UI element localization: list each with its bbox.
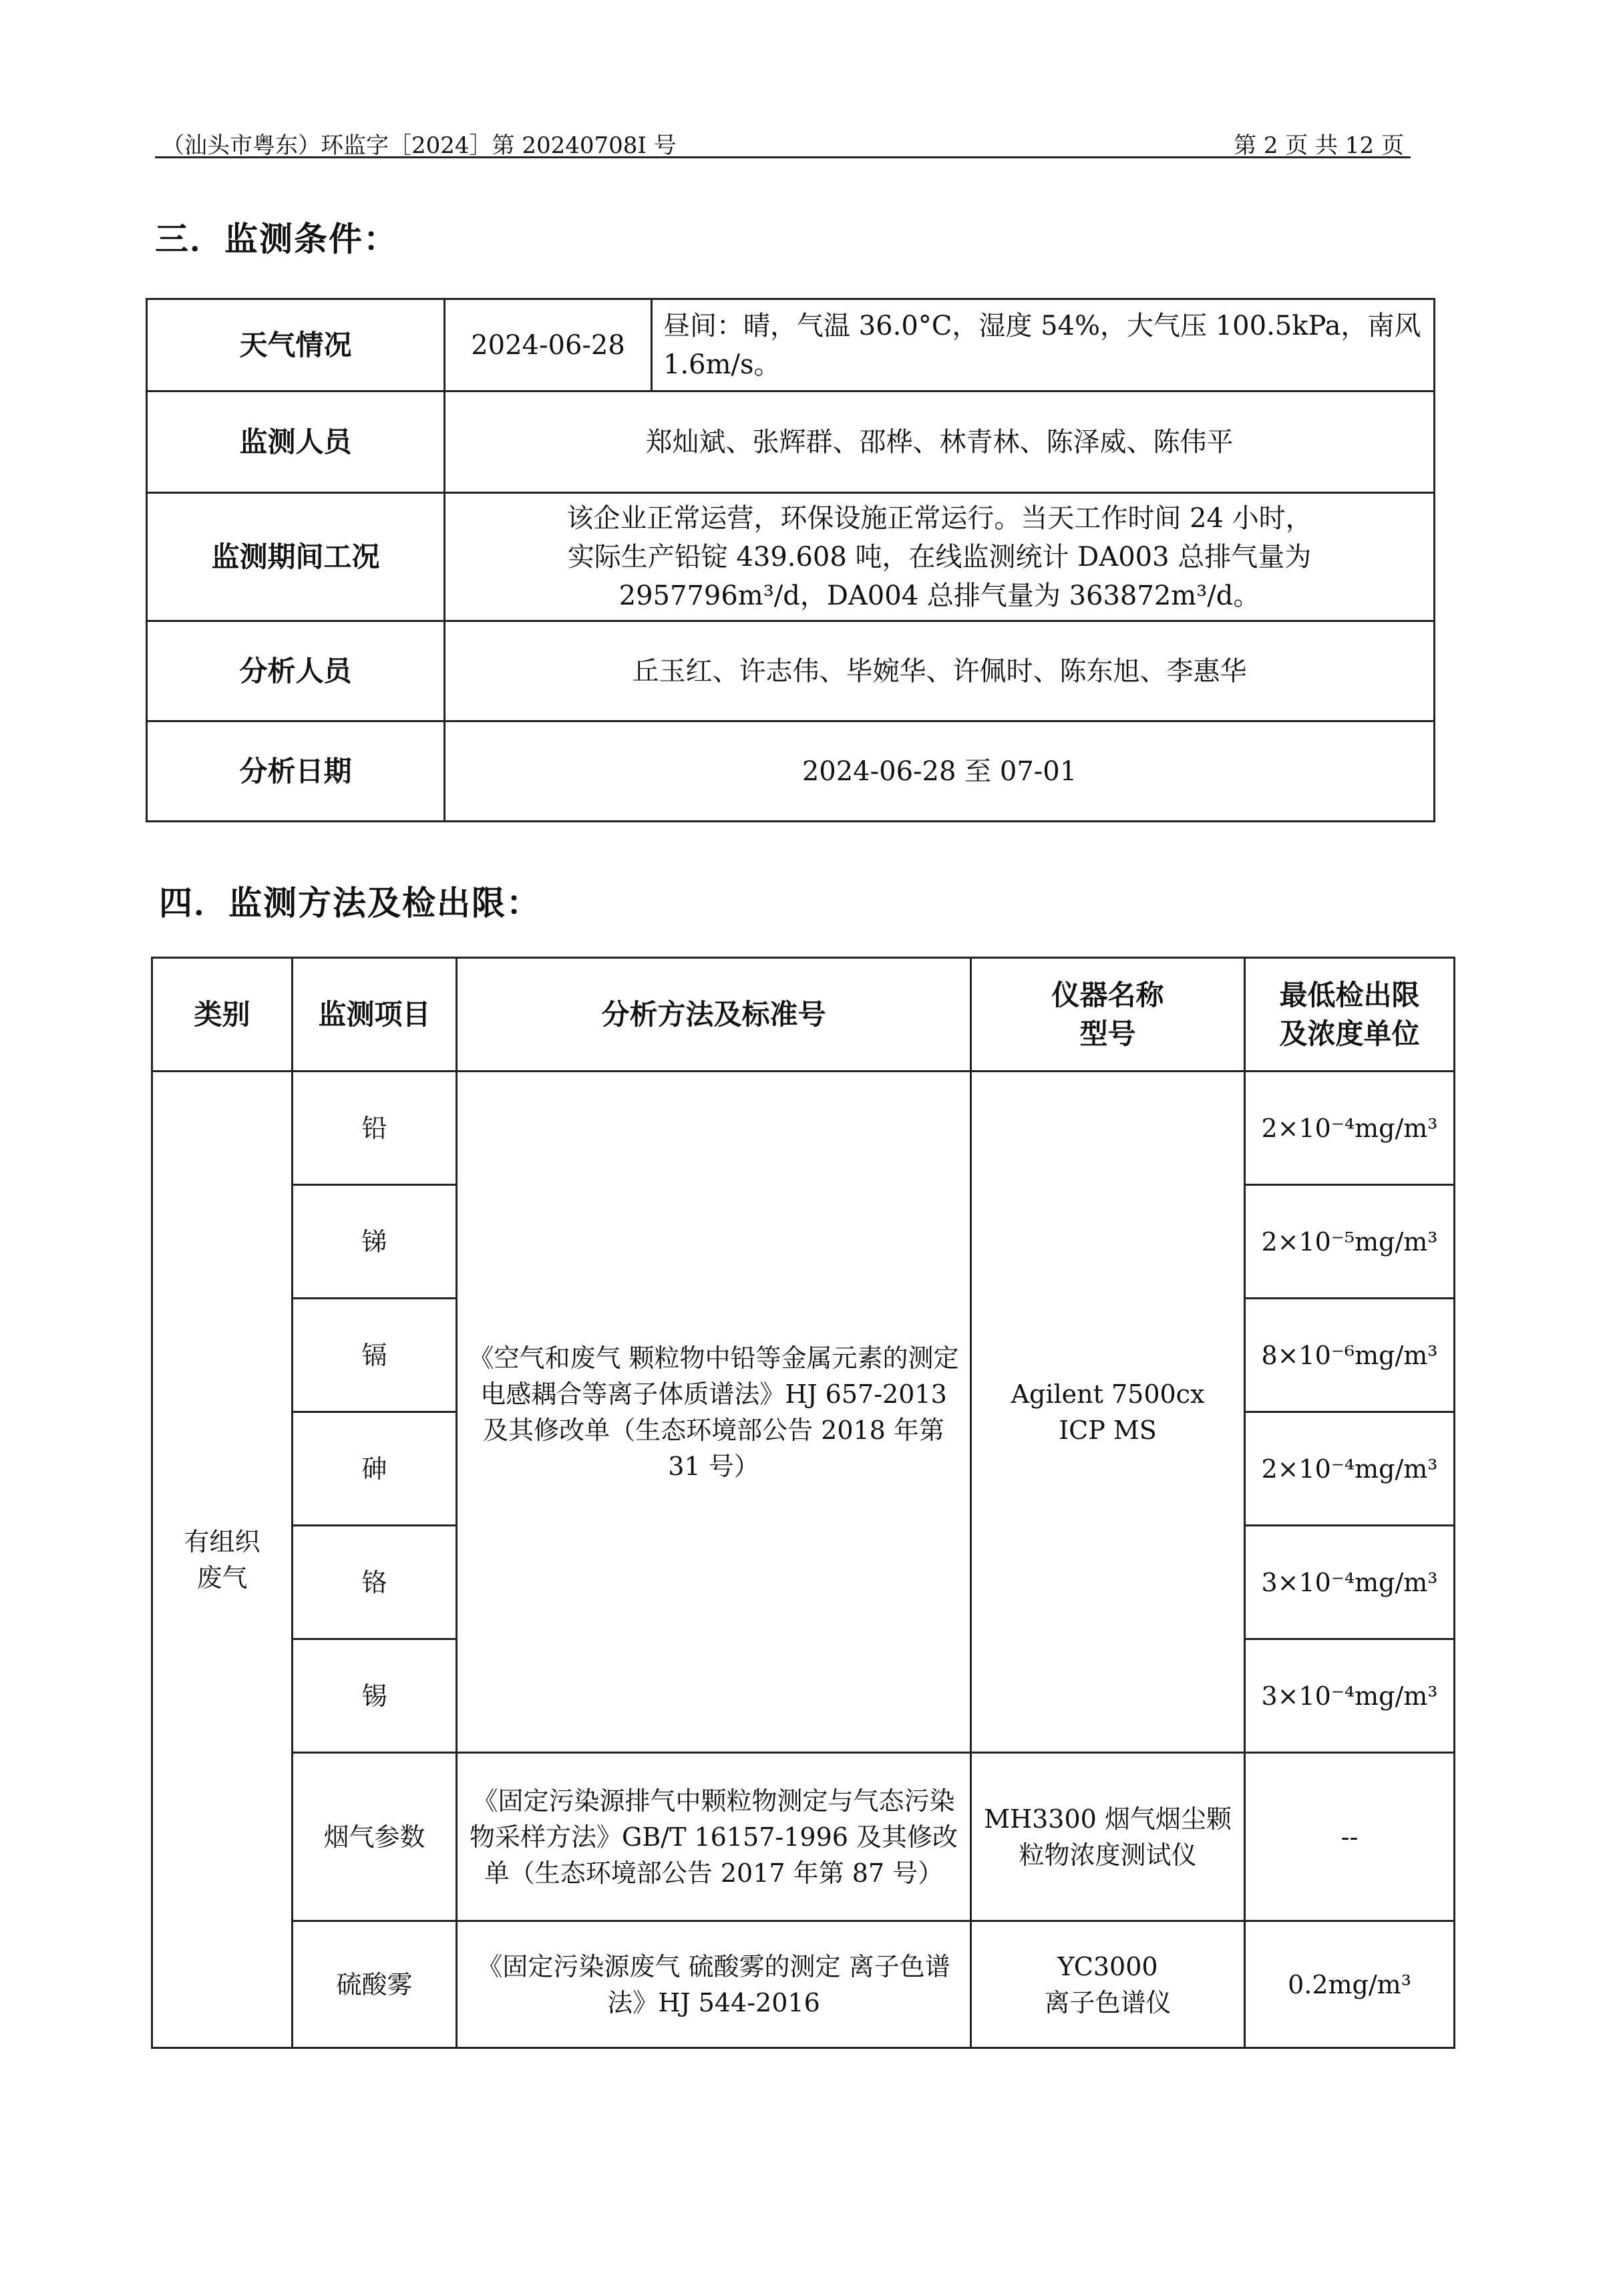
limit-cell: 8×10⁻⁶mg/m³ [1245, 1299, 1455, 1412]
header-method: 分析方法及标准号 [457, 958, 971, 1072]
item-cell: 硫酸雾 [293, 1921, 457, 2048]
table-row [152, 1072, 1455, 1185]
limit-cell: 2×10⁻⁴mg/m³ [1245, 1412, 1455, 1526]
limit-cell: 0.2mg/m³ [1245, 1921, 1455, 2048]
table-row [147, 721, 1435, 822]
limit-cell: -- [1245, 1753, 1455, 1921]
header-instrument [971, 958, 1245, 1072]
category-line: 废气 [196, 1563, 248, 1593]
staff-label: 监测人员 [147, 391, 445, 493]
table-row [147, 391, 1435, 493]
analyst-label: 分析人员 [147, 621, 445, 721]
table-header-row [152, 958, 1455, 1072]
methods-table [151, 957, 1455, 2049]
page-info: 第 2 页 共 12 页 [1234, 132, 1404, 159]
instrument-line: 离子色谱仪 [1044, 1987, 1172, 2017]
table-row [147, 621, 1435, 721]
weather-text: 昼间：晴，气温 36.0°C，湿度 54%，大气压 100.5kPa，南风 1.6m/s。 [652, 299, 1435, 391]
limit-cell: 2×10⁻⁵mg/m³ [1245, 1185, 1455, 1299]
item-cell: 烟气参数 [293, 1753, 457, 1921]
method-cell: 《固定污染源废气 硫酸雾的测定 离子色谱法》HJ 544-2016 [457, 1921, 971, 2048]
limit-cell: 3×10⁻⁴mg/m³ [1245, 1526, 1455, 1639]
condition-line: 该企业正常运营，环保设施正常运行。当天工作时间 24 小时， [566, 502, 1312, 534]
category-line: 有组织 [184, 1526, 260, 1556]
metals-method-cell: 《空气和废气 颗粒物中铅等金属元素的测定 电感耦合等离子体质谱法》HJ 657-2013 及其修改单（生态环境部公告 2018 年第 31 号） [457, 1072, 971, 1753]
item-cell: 锡 [293, 1639, 457, 1753]
category-cell [152, 1072, 293, 2048]
table-row [147, 493, 1435, 621]
header-instrument-line: 型号 [1079, 1017, 1136, 1050]
item-cell: 镉 [293, 1299, 457, 1412]
instrument-line: ICP MS [1059, 1415, 1157, 1445]
header-limit-line: 最低检出限 [1279, 978, 1420, 1011]
instrument-line: YC3000 [1057, 1951, 1158, 1981]
staff-value: 郑灿斌、张辉群、邵桦、林青林、陈泽威、陈伟平 [445, 391, 1435, 493]
header-item: 监测项目 [293, 958, 457, 1072]
item-cell: 砷 [293, 1412, 457, 1526]
instrument-cell: MH3300 烟气烟尘颗粒物浓度测试仪 [971, 1753, 1245, 1921]
date-value: 2024-06-28 至 07-01 [445, 721, 1435, 822]
table-row [147, 299, 1435, 391]
header-limit [1245, 958, 1455, 1072]
date-label: 分析日期 [147, 721, 445, 822]
monitoring-conditions-table [146, 298, 1435, 822]
table-row [152, 1753, 1455, 1921]
weather-label: 天气情况 [147, 299, 445, 391]
metals-instrument-cell [971, 1072, 1245, 1753]
section-title-conditions: 三．监测条件： [155, 220, 398, 259]
item-cell: 铅 [293, 1072, 457, 1185]
instrument-cell [971, 1921, 1245, 2048]
item-cell: 铬 [293, 1526, 457, 1639]
item-cell: 锑 [293, 1185, 457, 1299]
method-cell: 《固定污染源排气中颗粒物测定与气态污染物采样方法》GB/T 16157-1996 及其修改单（生态环境部公告 2017 年第 87 号） [457, 1753, 971, 1921]
section-title-methods: 四．监测方法及检出限： [159, 884, 541, 923]
weather-date: 2024-06-28 [445, 299, 652, 391]
condition-label: 监测期间工况 [147, 493, 445, 621]
header-limit-line: 及浓度单位 [1279, 1017, 1420, 1050]
limit-cell: 2×10⁻⁴mg/m³ [1245, 1072, 1455, 1185]
table-row [152, 1921, 1455, 2048]
condition-line: 实际生产铅锭 439.608 吨，在线监测统计 DA003 总排气量为 [567, 541, 1312, 572]
page-header [155, 123, 1411, 158]
header-instrument-line: 仪器名称 [1051, 978, 1164, 1011]
instrument-line: Agilent 7500cx [1011, 1379, 1205, 1409]
condition-line: 2957796m³/d，DA004 总排气量为 363872m³/d。 [618, 580, 1260, 611]
condition-value [445, 493, 1435, 621]
doc-number: （汕头市粤东）环监字［2024］第 20240708I 号 [162, 132, 677, 159]
header-category: 类别 [152, 958, 293, 1072]
analyst-value: 丘玉红、许志伟、毕婉华、许佩时、陈东旭、李惠华 [445, 621, 1435, 721]
limit-cell: 3×10⁻⁴mg/m³ [1245, 1639, 1455, 1753]
